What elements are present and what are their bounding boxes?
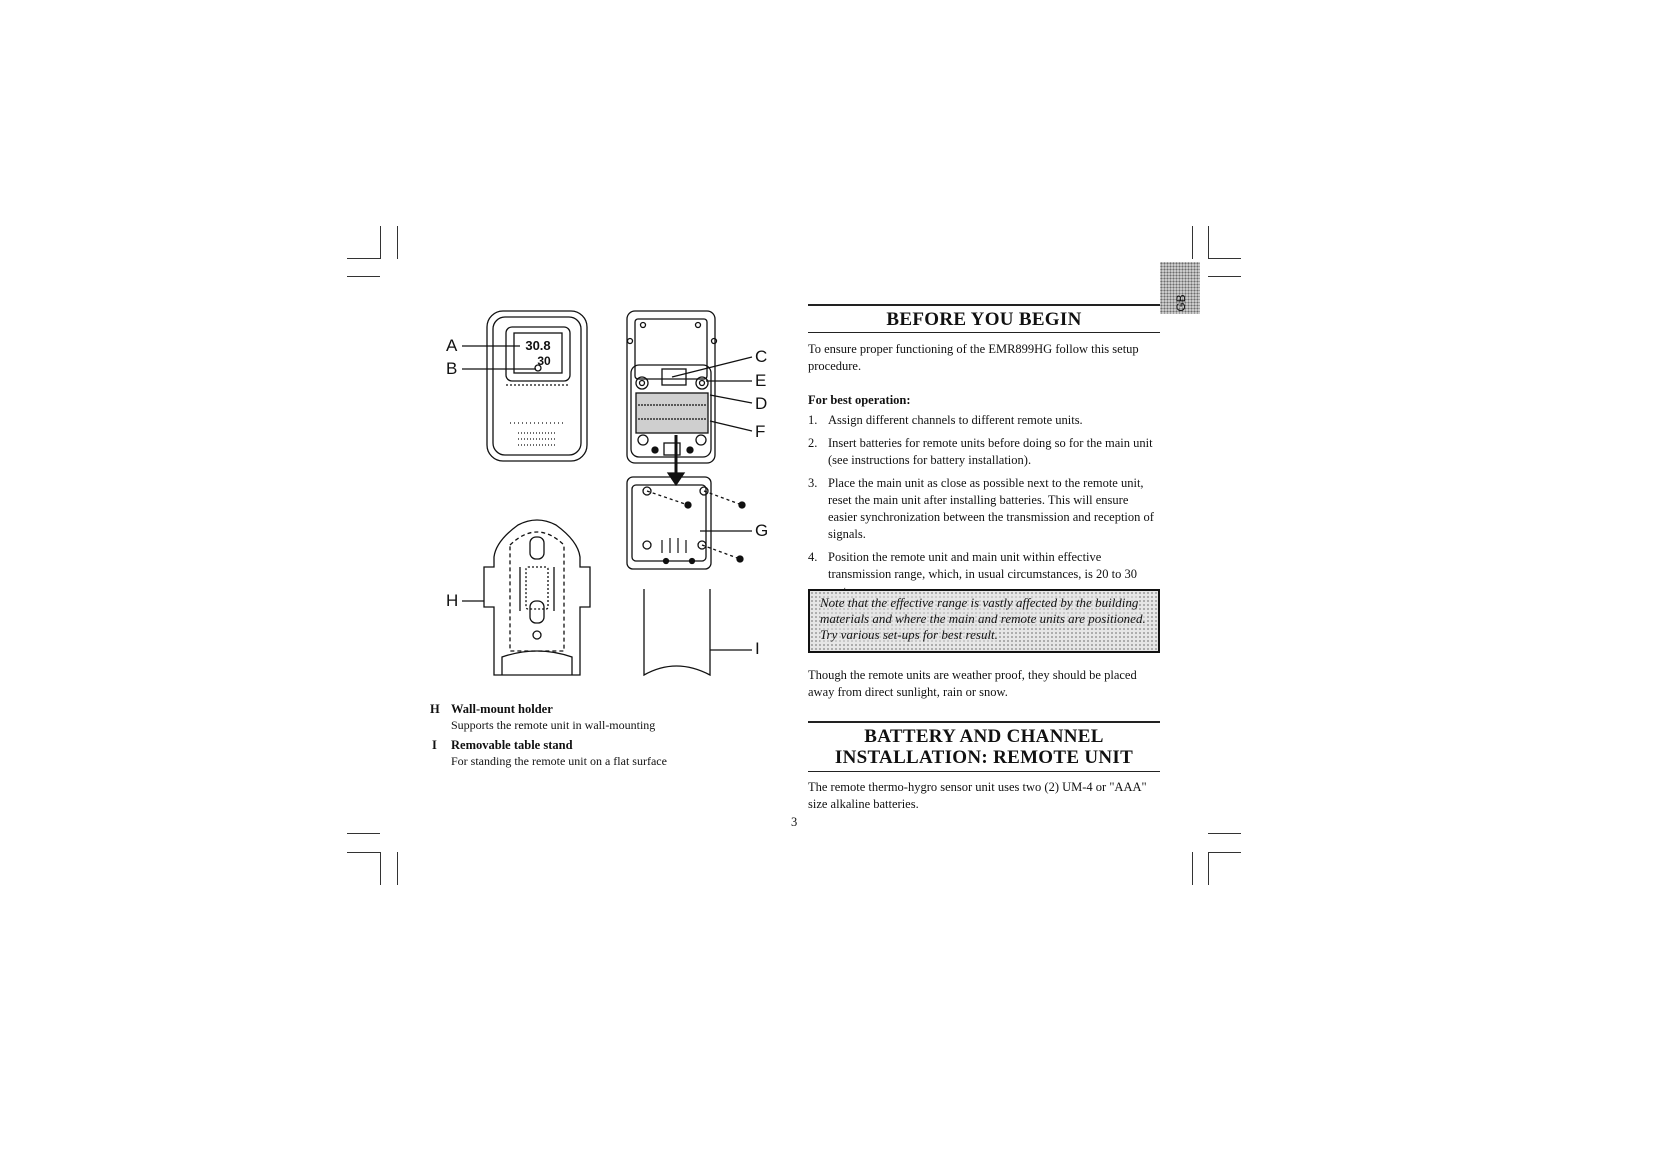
list-item — [808, 412, 1160, 429]
step-number: 4. — [808, 550, 818, 564]
section2-top-rule — [808, 721, 1160, 723]
section1-top-rule — [808, 304, 1160, 306]
crop-mark-top-left-h — [347, 258, 380, 259]
crop-mark-top-right-h — [1208, 258, 1241, 259]
step-number: 1. — [808, 413, 818, 427]
label-c: C — [755, 347, 768, 366]
crop-mark-bottom-left-v1 — [380, 852, 381, 885]
legend-title-i: Removable table stand — [451, 738, 573, 752]
label-g: G — [755, 521, 769, 540]
page-number: 3 — [791, 815, 798, 829]
label-d: D — [755, 394, 768, 413]
legend-desc-h: Supports the remote unit in wall-mounting — [451, 718, 656, 732]
section1-subheading: For best operation: — [808, 393, 911, 407]
step-text: Position the remote unit and main unit within effective transmission range, which, in usual circumstances, is 20 to 30 — [828, 550, 1137, 581]
crop-mark-bottom-right-v1 — [1192, 852, 1193, 885]
crop-mark-bottom-right-h — [1208, 852, 1241, 853]
step-text: Insert batteries for remote units before doing so for the main unit (see instructions for battery installation). — [828, 436, 1153, 467]
section2-heading-line1: BATTERY AND CHANNEL — [864, 726, 1104, 747]
section1-bottom-rule — [808, 332, 1160, 333]
step-number: 3. — [808, 476, 818, 490]
section1-heading: BEFORE YOU BEGIN — [886, 309, 1082, 330]
list-item — [808, 435, 1160, 469]
legend-key-i: I — [432, 738, 437, 752]
label-f: F — [755, 422, 766, 441]
crop-mark-bottom-left-h — [347, 852, 380, 853]
label-i: I — [755, 639, 760, 658]
weather-proof-paragraph: Though the remote units are weather proof, they should be placed away from direct sunlight, rain or snow. — [808, 668, 1137, 699]
crop-mark-top-left-v1 — [380, 226, 381, 259]
product-diagram — [440, 305, 790, 685]
label-e: E — [755, 371, 767, 390]
legend-desc-i: For standing the remote unit on a flat surface — [451, 754, 667, 768]
crop-mark-top-left-h2 — [347, 276, 380, 277]
crop-mark-bottom-left-v2 — [397, 852, 398, 885]
section2-heading-line2: INSTALLATION: REMOTE UNIT — [834, 747, 1134, 768]
legend-title-h: Wall-mount holder — [451, 702, 553, 716]
main-unit-back-drawing — [627, 311, 717, 463]
crop-mark-top-right-v1 — [1192, 226, 1193, 259]
list-item — [808, 475, 1160, 543]
label-b: B — [446, 359, 458, 378]
main-unit-front-drawing — [487, 311, 587, 461]
language-tab-label: GB — [1174, 294, 1188, 312]
table-stand-drawing — [644, 589, 710, 675]
label-h: H — [446, 591, 459, 610]
crop-mark-top-right-h2 — [1208, 276, 1241, 277]
range-note-text: Note that the effective range is vastly affected by the building materials and where the main and remote units are positioned. Try various set-ups for best result. — [820, 595, 1146, 642]
step-text: Assign different channels to different remote units. — [828, 413, 1083, 427]
stand-plate-drawing — [627, 477, 745, 569]
display-line-1: 30.8 — [525, 338, 551, 353]
wall-holder-drawing — [484, 520, 590, 675]
crop-mark-bottom-right-h2 — [1208, 833, 1241, 834]
crop-mark-top-right-v2 — [1208, 226, 1209, 259]
label-a: A — [446, 336, 458, 355]
section2-text: The remote thermo-hygro sensor unit uses two (2) UM-4 or "AAA" size alkaline batteries. — [808, 780, 1147, 811]
display-line-2: 30 — [537, 354, 551, 368]
crop-mark-bottom-right-v2 — [1208, 852, 1209, 885]
step-text: Place the main unit as close as possible next to the remote unit, reset the main unit after installing batteries. This will ensure easier synchronization between the transmission and reception of signals. — [828, 476, 1154, 541]
step-number: 2. — [808, 436, 818, 450]
range-note-box — [808, 589, 1160, 653]
section1-intro: To ensure proper functioning of the EMR899HG follow this setup procedure. — [808, 342, 1139, 373]
section2-bottom-rule — [808, 771, 1160, 772]
crop-mark-bottom-left-h2 — [347, 833, 380, 834]
crop-mark-top-left-v2 — [397, 226, 398, 259]
setup-steps-list — [808, 412, 1160, 606]
legend-key-h: H — [430, 702, 440, 716]
